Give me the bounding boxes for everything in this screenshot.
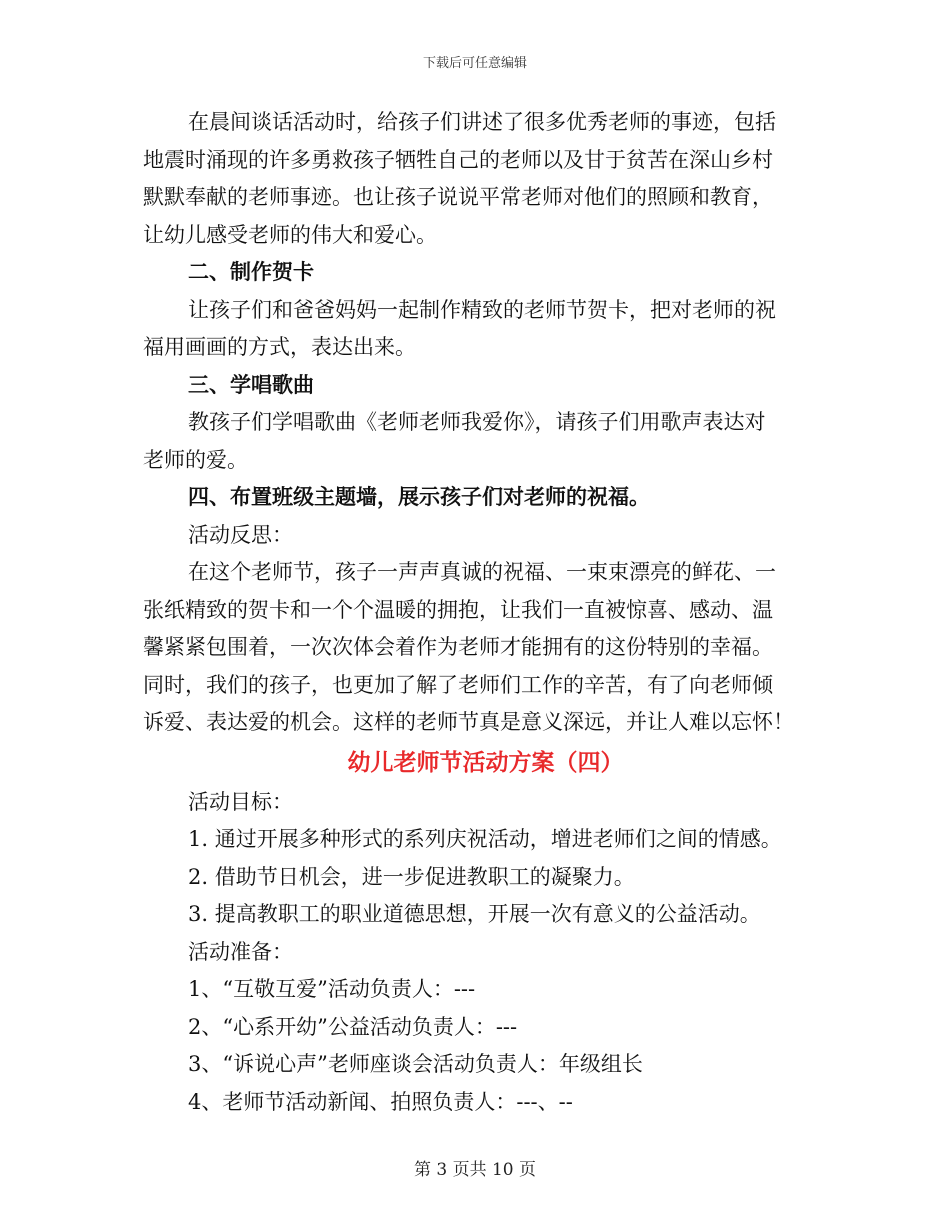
section-heading: 四、布置班级主题墙，展示孩子们对老师的祝福。	[188, 485, 650, 509]
prep-label: 活动准备：	[188, 939, 293, 964]
section-heading: 三、学唱歌曲	[188, 372, 314, 397]
paragraph-line: 默默奉献的老师事迹。也让孩子说说平常老师对他们的照顾和教育，	[143, 185, 773, 209]
page-footer: 第 3 页共 10 页	[413, 1160, 537, 1180]
paragraph-line: 教孩子们学唱歌曲《老师老师我爱你》，请孩子们用歌声表达对	[188, 410, 766, 434]
goal-item: 2. 借助节日机会，进一步促进教职工的凝聚力。	[188, 864, 635, 889]
paragraph-line: 老师的爱。	[143, 447, 248, 472]
goal-item: 1. 通过开展多种形式的系列庆祝活动，增进老师们之间的情感。	[188, 827, 782, 851]
paragraph-line: 福用画画的方式，表达出来。	[143, 335, 416, 359]
prep-item: 1、“互敬互爱”活动负责人：---	[188, 977, 476, 1001]
paragraph-line: 馨紧紧包围着，一次次体会着作为老师才能拥有的这份特别的幸福。	[143, 635, 773, 659]
prep-item: 3、“诉说心声”老师座谈会活动负责人：年级组长	[188, 1052, 643, 1076]
paragraph-line: 同时，我们的孩子，也更加了解了老师们工作的辛苦，有了向老师倾	[143, 672, 773, 697]
prep-item: 2、“心系开幼”公益活动负责人：---	[188, 1014, 518, 1039]
page-header: 下载后可任意编辑	[422, 56, 527, 71]
plan-title: 幼儿老师节活动方案（四）	[347, 749, 624, 776]
paragraph-line: 在这个老师节，孩子一声声真诚的祝福、一束束漂亮的鲜花、一	[188, 560, 776, 584]
prep-item: 4、老师节活动新闻、拍照负责人：---、--	[188, 1089, 573, 1114]
goals-label: 活动目标：	[188, 789, 293, 814]
paragraph-line: 在晨间谈话活动时，给孩子们讲述了很多优秀老师的事迹，包括	[188, 110, 776, 134]
paragraph-line: 让孩子们和爸爸妈妈一起制作精致的老师节贺卡，把对老师的祝	[188, 297, 776, 322]
section-heading: 二、制作贺卡	[188, 260, 314, 284]
paragraph-line: 地震时涌现的许多勇救孩子牺牲自己的老师以及甘于贫苦在深山乡村	[143, 147, 773, 172]
goal-item: 3. 提高教职工的职业道德思想，开展一次有意义的公益活动。	[188, 902, 761, 926]
paragraph-line: 让幼儿感受老师的伟大和爱心。	[143, 222, 437, 247]
document-body	[143, 104, 808, 1121]
reflection-label: 活动反思：	[188, 522, 293, 547]
paragraph-line: 诉爱、表达爱的机会。这样的老师节真是意义深远，并让人难以忘怀！	[143, 710, 794, 734]
paragraph-line: 张纸精致的贺卡和一个个温暖的拥抱，让我们一直被惊喜、感动、温	[143, 597, 773, 622]
